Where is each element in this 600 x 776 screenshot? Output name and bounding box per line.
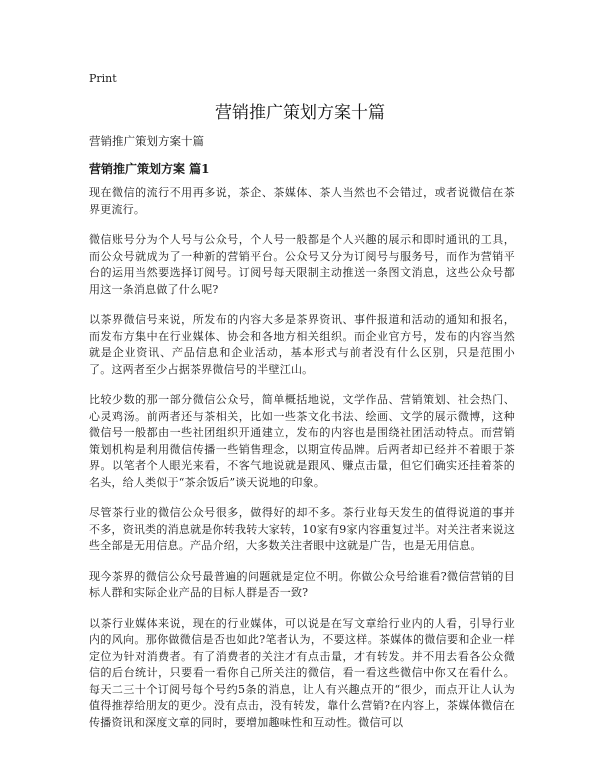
- paragraph-7: 以茶行业媒体来说，现在的行业媒体，可以说是在写文章给行业内的人看，引导行业内的风向。那你做微信是否也如此?笔者认为，不要这样。茶媒体的微信要和企业一样定位为针对消费者。有了消费者的关注才有点击量，才有转发。并不用去看各公众微信的后台统计，只要看一看你自己所关注的微信，看一看这些微信中你又在看什么。每天二三十个订阅号每个号约5条的消息，让人有兴趣点开的“很少，而点开让人认为值得推荐给朋友的更少。没有点击，没有转发，靠什么营销?在内容上，茶媒体微信在传播资讯和深度文章的同时，要增加趣味性和互动性。微信可以: [89, 616, 515, 729]
- paragraph-4: 比较少数的那一部分微信公众号，简单概括地说，文学作品、营销策划、社会热门、心灵鸡汤。前两者还与茶相关，比如一些茶文化书法、绘画、文学的展示微博，这种微信号一般都由一些社团组织开通建立，发布的内容也是围绕社团活动特点。而营销策划机构是利用微信传播一些销售理念，以期宣传品牌。后两者却已经并不着眼于茶界。以笔者个人眼光来看，不客气地说就是跟风、赚点击量，但它们确实还挂着茶的名头，给人类似于“茶余饭后”谈天说地的印象。: [89, 393, 515, 489]
- paragraph-3: 以茶界微信号来说，所发布的内容大多是茶界资讯、事件报道和活动的通知和报名，而发布方集中在行业媒体、协会和各地方相关组织。而企业官方号，发布的内容当然就是企业资讯、产品信息和企业活动，基本形式与前者没有什么区别，只是范围小了。这两者至少占据茶界微信号的半壁江山。: [89, 313, 515, 376]
- section-heading: 营销推广策划方案 篇1: [89, 162, 210, 176]
- document-title: 营销推广策划方案十篇: [215, 103, 385, 123]
- paragraph-5: 尽管茶行业的微信公众号很多，做得好的却不多。茶行业每天发生的值得说道的事并不多，资讯类的消息就是你转我转大家转，10家有9家内容重复过半。对关注者来说这些全部是无用信息。产品介绍，大多数关注者眼中这就是广告，也是无用信息。: [89, 506, 515, 552]
- paragraph-1: 现在微信的流行不用再多说，茶企、茶媒体、茶人当然也不会错过，或者说微信在茶界更流行。: [89, 186, 515, 216]
- document-subtitle: 营销推广策划方案十篇: [89, 134, 204, 148]
- paragraph-2: 微信账号分为个人号与公众号，个人号一般都是个人兴趣的展示和即时通讯的工具，而公众号就成为了一种新的营销平台。公众号又分为订阅号与服务号，而作为营销平台的运用当然要选择订阅号。订阅号每天限制主动推送一条图文消息，这些公众号都用这一条消息做了什么呢?: [89, 233, 515, 296]
- print-link[interactable]: Print: [89, 72, 117, 85]
- article-body: [89, 185, 515, 745]
- paragraph-6: 现今茶界的微信公众号最普遍的问题就是定位不明。你做公众号给谁看?微信营销的目标人群和实际企业产品的目标人群是否一致?: [89, 569, 515, 599]
